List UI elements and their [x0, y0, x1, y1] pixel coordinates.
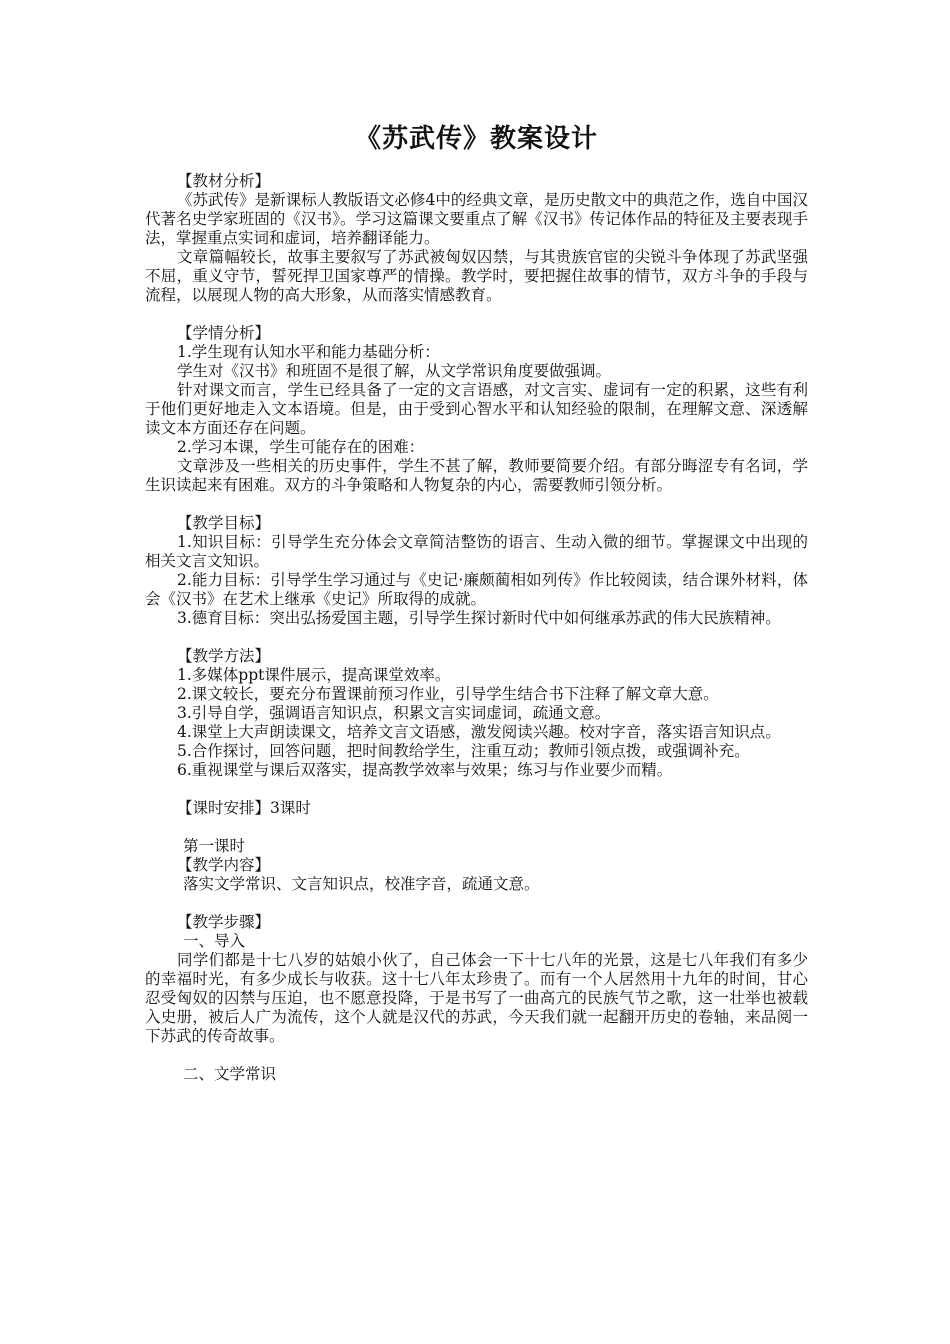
paragraph: 学生对《汉书》和班固不是很了解，从文学常识角度要做强调。 [177, 362, 612, 380]
paragraph: 2.学习本课，学生可能存在的困难： [177, 438, 425, 456]
paragraph: 针对课文而言，学生已经具备了一定的文言语感，对文言实、虚词有一定的积累，这些有利于他们更好地走入文本语境。但是，由于受到心智水平和认知经验的限制，在理解文意、深透解读文本方面还存在问题。 [145, 381, 808, 437]
paragraph: 1.知识目标：引导学生充分体会文章简洁整饬的语言、生动入微的细节。掌握课文中出现的相关文言文知识。 [145, 533, 808, 570]
section-textbook-analysis [145, 172, 808, 305]
paragraph: 4.课堂上大声朗读课文，培养文言文语感，激发阅读兴趣。校对字音，落实语言知识点。 [177, 723, 781, 741]
document-body [145, 172, 808, 1103]
section-literary-knowledge [145, 1065, 808, 1084]
paragraph: 5.合作探讨，回答问题，把时间教给学生，注重互动；教师引领点拨，或强调补充。 [177, 742, 750, 760]
paragraph: 《苏武传》是新课标人教版语文必修4中的经典文章，是历史散文中的典范之作，选自中国汉代著名史学家班固的《汉书》。学习这篇课文要重点了解《汉书》传记体作品的特征及主要表现手法，掌握重点实词和虚词，培养翻译能力。 [145, 191, 808, 247]
paragraph: 1.学生现有认知水平和能力基础分析： [177, 343, 440, 361]
heading-teaching-methods: 【教学方法】 [177, 647, 271, 665]
heading-teaching-goals: 【教学目标】 [177, 514, 271, 532]
paragraph: 2.课文较长，要充分布置课前预习作业，引导学生结合书下注释了解文章大意。 [177, 685, 719, 703]
section-lesson1 [145, 837, 808, 894]
paragraph: 1.多媒体ppt课件展示，提高课堂效率。 [177, 666, 451, 684]
section-teaching-steps [145, 913, 808, 1046]
heading-teaching-content: 【教学内容】 [177, 856, 271, 874]
document-title: 《苏武传》教案设计 [354, 124, 598, 154]
schedule-line [145, 799, 808, 818]
lesson1-label: 第一课时 [183, 837, 246, 855]
heading-schedule: 【课时安排】 [177, 799, 271, 817]
schedule-value: 3课时 [270, 799, 311, 817]
heading-teaching-steps: 【教学步骤】 [177, 913, 271, 931]
paragraph: 文章涉及一些相关的历史事件，学生不甚了解，教师要简要介绍。有部分晦涩专有名词，学生识读起来有困难。双方的斗争策略和人物复杂的内心，需要教师引领分析。 [145, 457, 808, 494]
section-teaching-methods [145, 647, 808, 780]
step-intro-text: 同学们都是十七八岁的姑娘小伙了，自己体会一下十七八年的光景，这是七八年我们有多少的幸福时光，有多少成长与收获。这十七八年太珍贵了。而有一个人居然用十九年的时间，甘心忍受匈奴的囚禁与压迫，也不愿意投降，于是书写了一曲高亢的民族气节之歌，这一壮举也被载入史册，被后人广为流传，这个人就是汉代的苏武，今天我们就一起翻开历史的卷轴，来品阅一下苏武的传奇故事。 [145, 951, 808, 1045]
paragraph: 文章篇幅较长，故事主要叙写了苏武被匈奴囚禁，与其贵族官宦的尖锐斗争体现了苏武坚强不屈，重义守节，誓死捍卫国家尊严的情操。教学时，要把握住故事的情节，双方斗争的手段与流程，以展现人物的高大形象，从而落实情感教育。 [145, 248, 808, 304]
teaching-content-text: 落实文学常识、文言知识点，校准字音，疏通文意。 [183, 875, 540, 893]
section-student-analysis [145, 324, 808, 495]
step-intro-label: 一、导入 [183, 932, 246, 950]
paragraph: 3.德育目标：突出弘扬爱国主题，引导学生探讨新时代中如何继承苏武的伟大民族精神。 [177, 609, 781, 627]
paragraph: 6.重视课堂与课后双落实，提高教学效率与效果；练习与作业要少而精。 [177, 761, 673, 779]
paragraph: 3.引导自学，强调语言知识点，积累文言实词虚词，疏通文意。 [177, 704, 611, 722]
heading-student-analysis: 【学情分析】 [177, 324, 271, 342]
section-teaching-goals [145, 514, 808, 628]
step-section2-label: 二、文学常识 [183, 1065, 277, 1083]
heading-textbook-analysis: 【教材分析】 [177, 172, 271, 190]
paragraph: 2.能力目标：引导学生学习通过与《史记·廉颇蔺相如列传》作比较阅读，结合课外材料，体会《汉书》在艺术上继承《史记》所取得的成就。 [145, 571, 808, 608]
section-schedule [145, 799, 808, 818]
